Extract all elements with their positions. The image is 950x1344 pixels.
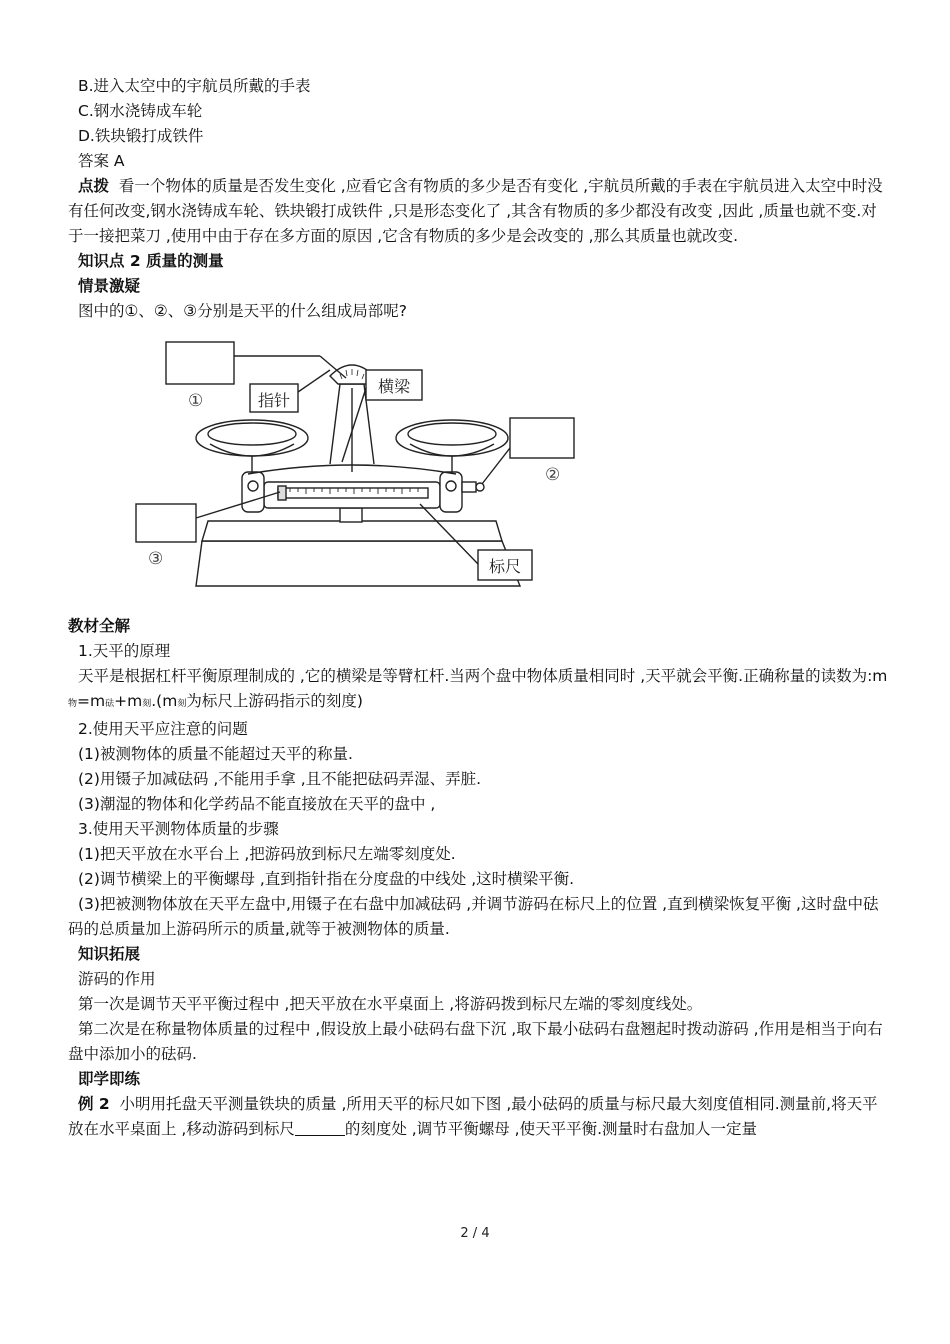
extension-p1: 第一次是调节天平平衡过程中 ,把天平放在水平桌面上 ,将游码拨到标尺左端的零刻度线处。 xyxy=(78,995,703,1013)
extension-heading: 知识拓展 xyxy=(78,945,141,963)
answer: 答案 A xyxy=(78,152,125,170)
label-box-2 xyxy=(510,418,574,458)
scale-label: 标尺 xyxy=(488,557,522,576)
label-box-3 xyxy=(136,504,196,542)
mark-1: ① xyxy=(188,391,204,411)
s2-title: 2.使用天平应注意的问题 xyxy=(78,720,248,738)
dianbo-text: 看一个物体的质量是否发生变化 ,应看它含有物质的多少是否有变化 ,宇航员所戴的手表在宇航员进入太空中时没有任何改变,钢水浇铸成车轮、铁块锻打成铁件 ,只是形态变化了 ,其含有物质的多少都没有改变 ,因此 ,质量也就不变.对于一接把菜刀 ,使用中由于存在多方面的原因 ,它含有物质的多少是会改变的 ,那么其质量也就改变. xyxy=(68,177,883,245)
textbook-heading: 教材全解 xyxy=(68,617,131,635)
s3-item: (2)调节横梁上的平衡螺母 ,直到指针指在分度盘的中线处 ,这时横梁平衡. xyxy=(78,870,575,888)
s2-item: (1)被测物体的质量不能超过天平的称量. xyxy=(78,745,353,763)
right-pan xyxy=(396,420,508,456)
s3-item: (1)把天平放在水平台上 ,把游码放到标尺左端零刻度处. xyxy=(78,845,456,863)
pointer-label: 指针 xyxy=(257,391,291,410)
scene-question: 图中的①、②、③分别是天平的什么组成局部呢? xyxy=(78,302,407,320)
s2-item: (2)用镊子加减砝码 ,不能用手拿 ,且不能把砝码弄湿、弄脏. xyxy=(78,770,482,788)
s2-item: (3)潮湿的物体和化学药品不能直接放在天平的盘中 , xyxy=(78,795,436,813)
page-number: 2 / 4 xyxy=(460,1226,490,1241)
s3-item: (3)把被测物体放在天平左盘中,用镊子在右盘中加减砝码 ,并调节游码在标尺上的位置 ,直到横梁恢复平衡 ,这时盘中砝码的总质量加上游码所示的质量,就等于被测物体的质量. xyxy=(68,895,879,938)
s3-title: 3.使用天平测物体质量的步骤 xyxy=(78,820,279,838)
balance-drawing xyxy=(130,336,590,604)
dianbo-label: 点拨 xyxy=(78,177,110,195)
extension-title: 游码的作用 xyxy=(78,970,156,988)
practice-heading: 即学即练 xyxy=(78,1070,141,1088)
option-d: D.铁块锻打成铁件 xyxy=(78,127,204,145)
mark-3: ③ xyxy=(148,549,164,569)
example-2: 例 2 小明用托盘天平测量铁块的质量 ,所用天平的标尺如下图 ,最小砝码的质量与标尺最大刻度值相同.测量前,将天平放在水平桌面上 ,移动游码到标尺 的刻度处 ,调节平衡螺母 ,使天平平衡.测量时右盘加人一定量 xyxy=(68,1095,878,1138)
scale-bar xyxy=(278,488,428,498)
rider xyxy=(278,486,286,500)
dianbo-paragraph xyxy=(68,174,888,249)
s1-title: 1.天平的原理 xyxy=(78,642,171,660)
answer-blank[interactable] xyxy=(295,1120,345,1136)
extension-p2: 第二次是在称量物体质量的过程中 ,假设放上最小砝码右盘下沉 ,取下最小砝码右盘翘起时拨动游码 ,作用是相当于向右盘中添加小的砝码. xyxy=(68,1020,883,1063)
example-label: 例 2 xyxy=(78,1095,110,1113)
balance-base xyxy=(196,541,520,586)
s1-text: 天平是根据杠杆平衡原理制成的 ,它的横梁是等臂杠杆.当两个盘中物体质量相同时 ,天平就会平衡.正确称量的读数为:m物=m砝+m刻.(m刻为标尺上游码指示的刻度) xyxy=(68,667,888,710)
balance-base-top xyxy=(202,521,502,541)
scene-heading: 情景激疑 xyxy=(78,277,141,295)
balance-figure xyxy=(130,336,590,604)
beam-label: 横梁 xyxy=(377,377,411,396)
document-body xyxy=(68,74,888,1142)
section2-heading: 知识点 2 质量的测量 xyxy=(78,252,224,270)
label-box-1 xyxy=(166,342,234,384)
option-b: B.进入太空中的宇航员所戴的手表 xyxy=(78,77,311,95)
mark-2: ② xyxy=(545,465,561,485)
left-pan xyxy=(196,420,308,456)
option-c: C.钢水浇铸成车轮 xyxy=(78,102,203,120)
